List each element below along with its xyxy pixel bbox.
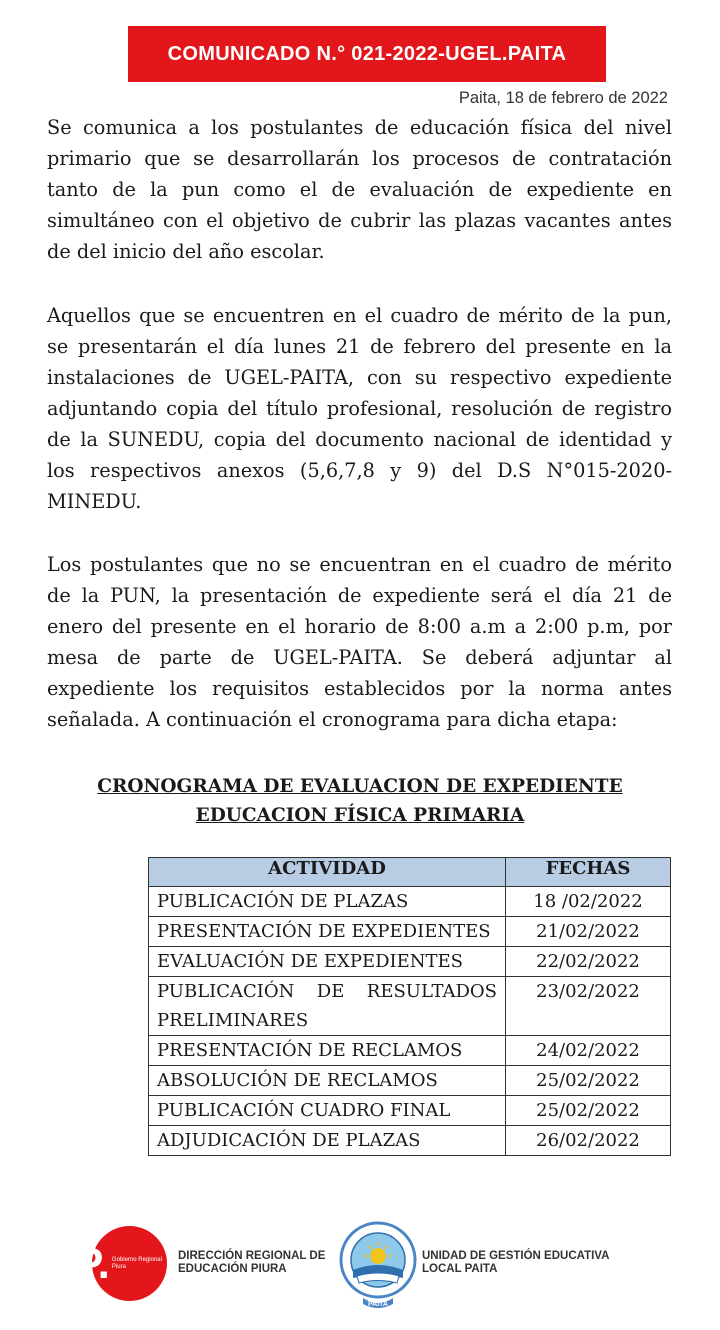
activity-cell: PRESENTACIÓN DE RECLAMOS [149,1036,506,1066]
table-row [149,1096,671,1126]
table-row [149,977,671,1036]
activity-cell: PUBLICACIÓN DE RESULTADOS PRELIMINARES [149,977,506,1036]
seal-text: PAITA [368,1301,388,1308]
activity-cell: PUBLICACIÓN CUADRO FINAL [149,1096,506,1126]
dre-name: DIRECCIÓN REGIONAL DE EDUCACIÓN PIURA [178,1250,326,1275]
schedule-table [148,857,671,1156]
date-cell: 18 /02/2022 [506,887,671,917]
activity-cell: ABSOLUCIÓN DE RECLAMOS [149,1066,506,1096]
table-row [149,947,671,977]
activity-cell: EVALUACIÓN DE EXPEDIENTES [149,947,506,977]
activity-cell: PUBLICACIÓN DE PLAZAS [149,887,506,917]
dre-piura-logo [74,1226,167,1301]
ugel-name: UNIDAD DE GESTIÓN EDUCATIVA LOCAL PAITA [422,1250,609,1275]
table-row [149,1066,671,1096]
date-cell: 23/02/2022 [506,977,671,1036]
paragraph-other-candidates: Los postulantes que no se encuentran en el cuadro de mérito de la PUN, la presentación de expediente será el día 21 de enero del presente en el horario de 8:00 a.m a 2:00 p.m, por mesa de parte de UGEL-PAITA. Se deberá adjuntar al expediente los requisitos establecidos por la norma antes señalada. A continuación el cronograma para dicha etapa: [47,553,672,731]
table-row [149,1126,671,1156]
header-activity: ACTIVIDAD [149,858,506,887]
paragraph-intro: Se comunica a los postulantes de educación física del nivel primario que se desarrollarán los procesos de contratación tanto de la pun como el de evaluación de expediente en simultáneo con el objetivo de cubrir las plazas vacantes antes de del inicio del año escolar. [47,116,672,263]
table-row [149,1036,671,1066]
header-dates: FECHAS [506,858,671,887]
footer-logos [0,1200,720,1330]
table-row [149,917,671,947]
communique-title: COMUNICADO N.° 021-2022-UGEL.PAITA [128,26,606,82]
dre-logo-letter: P. [74,1238,110,1288]
date-cell: 25/02/2022 [506,1096,671,1126]
date-cell: 24/02/2022 [506,1036,671,1066]
date-cell: 26/02/2022 [506,1126,671,1156]
document-date: Paita, 18 de febrero de 2022 [458,89,668,107]
activity-cell: PRESENTACIÓN DE EXPEDIENTES [149,917,506,947]
paragraph-pun-candidates: Aquellos que se encuentren en el cuadro de mérito de la pun, se presentarán el día lunes 21 de febrero del presente en la instalaciones de UGEL-PAITA, con su respectivo expediente adjuntando copia del título profesional, resolución de registro de la SUNEDU, copia del documento nacional de identidad y los respectivos anexos (5,6,7,8 y 9) del D.S N°015-2020-MINEDU. [47,304,672,513]
ugel-paita-seal-icon [339,1220,417,1312]
dre-logo-caption: Gobierno Regional Piura [111,1256,162,1270]
schedule-header-row [149,858,671,887]
date-cell: 25/02/2022 [506,1066,671,1096]
schedule-title: CRONOGRAMA DE EVALUACION DE EXPEDIENTE EDUCACION FÍSICA PRIMARIA [97,776,623,826]
table-row [149,887,671,917]
date-cell: 21/02/2022 [506,917,671,947]
date-cell: 22/02/2022 [506,947,671,977]
activity-cell: ADJUDICACIÓN DE PLAZAS [149,1126,506,1156]
